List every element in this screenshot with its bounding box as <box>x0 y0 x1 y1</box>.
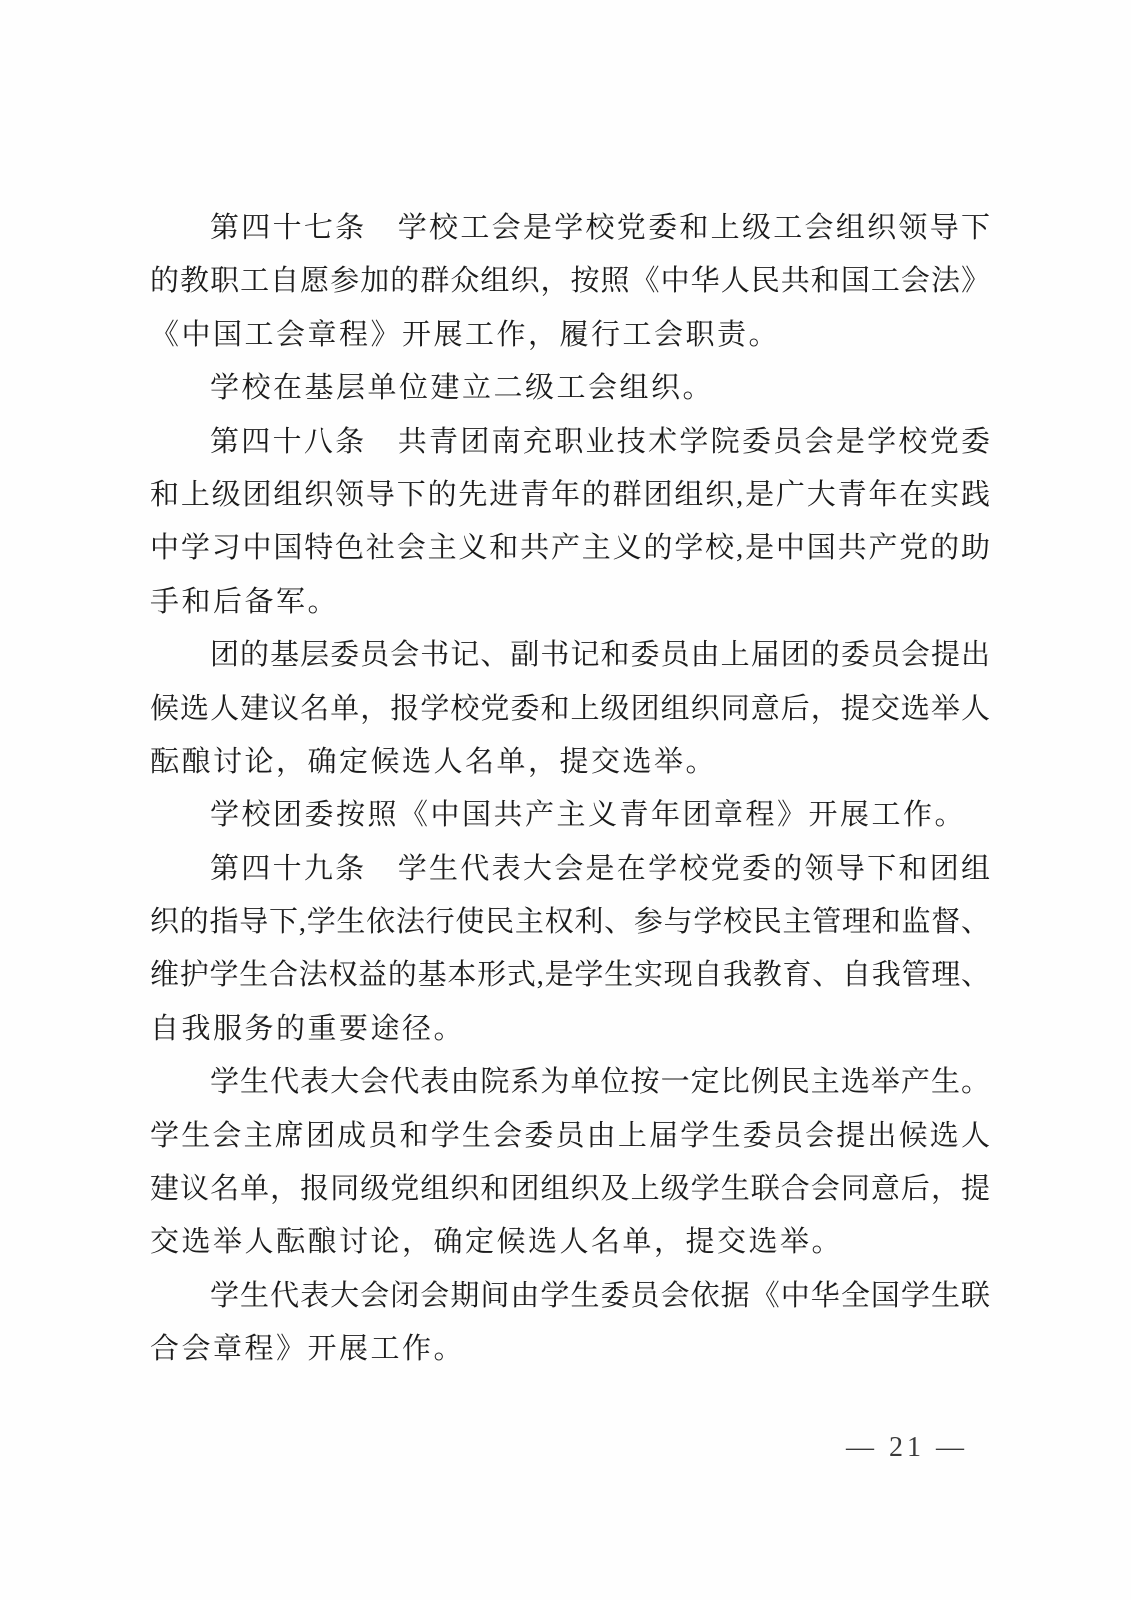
document-text-line: 团的基层委员会书记、副书记和委员由上届团的委员会提出 <box>210 639 990 672</box>
document-body <box>150 202 990 1377</box>
document-text-line: 学校团委按照《中国共产主义青年团章程》开展工作。 <box>210 799 967 832</box>
document-text-line: 的教职工自愿参加的群众组织，按照《中华人民共和国工会法》 <box>150 265 990 298</box>
document-text-line: 第四十八条 共青团南充职业技术学院委员会是学校党委 <box>210 425 990 458</box>
document-text-line: 酝酿讨论，确定候选人名单，提交选举。 <box>150 745 718 778</box>
document-text-line: 学生会主席团成员和学生会委员由上届学生委员会提出候选人 <box>150 1119 990 1152</box>
document-text-line: 学校在基层单位建立二级工会组织。 <box>210 372 715 405</box>
document-text-line: 候选人建议名单，报学校党委和上级团组织同意后，提交选举人 <box>150 692 990 725</box>
document-text-line: 和上级团组织领导下的先进青年的群团组织,是广大青年在实践 <box>150 478 990 511</box>
document-text-line: 自我服务的重要途径。 <box>150 1012 466 1045</box>
document-text-line: 交选举人酝酿讨论，确定候选人名单，提交选举。 <box>150 1226 844 1259</box>
document-text-line: 维护学生合法权益的基本形式,是学生实现自我教育、自我管理、 <box>150 959 990 992</box>
document-text-line: 第四十七条 学校工会是学校党委和上级工会组织领导下 <box>210 212 990 244</box>
document-text-line: 织的指导下,学生依法行使民主权利、参与学校民主管理和监督、 <box>150 906 990 939</box>
document-text-line: 《中国工会章程》开展工作，履行工会职责。 <box>150 318 781 351</box>
document-text-line: 合会章程》开展工作。 <box>150 1333 466 1366</box>
document-text-line: 学生代表大会代表由院系为单位按一定比例民主选举产生。 <box>210 1066 990 1099</box>
document-text-line: 第四十九条 学生代表大会是在学校党委的领导下和团组 <box>210 852 990 885</box>
document-text-line: 建议名单，报同级党组织和团组织及上级学生联合会同意后，提 <box>150 1173 990 1206</box>
document-text-line: 手和后备军。 <box>150 585 340 618</box>
document-text-line: 学生代表大会闭会期间由学生委员会依据《中华全国学生联 <box>210 1279 990 1312</box>
page-number: — 21 — <box>846 1432 968 1463</box>
document-text-line: 中学习中国特色社会主义和共产主义的学校,是中国共产党的助 <box>150 532 990 565</box>
